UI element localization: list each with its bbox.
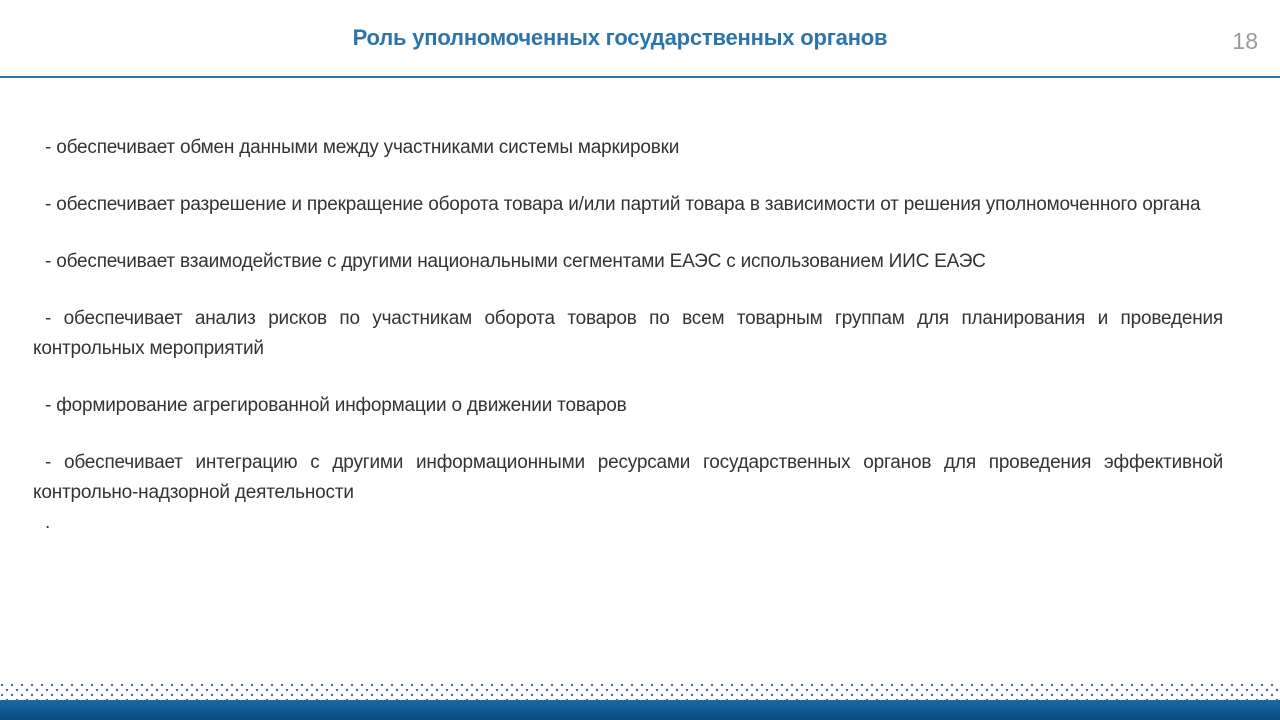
body-paragraph: - обеспечивает взаимодействие с другими национальными сегментами ЕАЭС с использованием ИИС ЕАЭС — [45, 251, 986, 272]
body-paragraph: - обеспечивает разрешение и прекращение оборота товара и/или партий товара в зависимости от решения уполномоченного органа — [45, 194, 1201, 215]
slide-body — [33, 78, 1223, 538]
page-number: 18 — [1232, 28, 1258, 54]
footer-dotted-band — [0, 683, 1280, 700]
body-paragraph: . — [45, 512, 51, 533]
body-paragraph: - обеспечивает обмен данными между участниками системы маркировки — [45, 137, 680, 158]
body-paragraph: - обеспечивает интеграцию с другими информационными ресурсами государственных органов для проведения эффективной контрольно-надзорной деятельности — [33, 452, 1223, 503]
slide-header — [0, 0, 1280, 78]
body-paragraph: - обеспечивает анализ рисков по участникам оборота товаров по всем товарным группам для планирования и проведения контрольных мероприятий — [33, 308, 1223, 359]
body-paragraph: - формирование агрегированной информации о движении товаров — [45, 395, 627, 416]
footer-blue-band — [0, 700, 1280, 720]
slide-title: Роль уполномоченных государственных органов — [352, 25, 888, 50]
